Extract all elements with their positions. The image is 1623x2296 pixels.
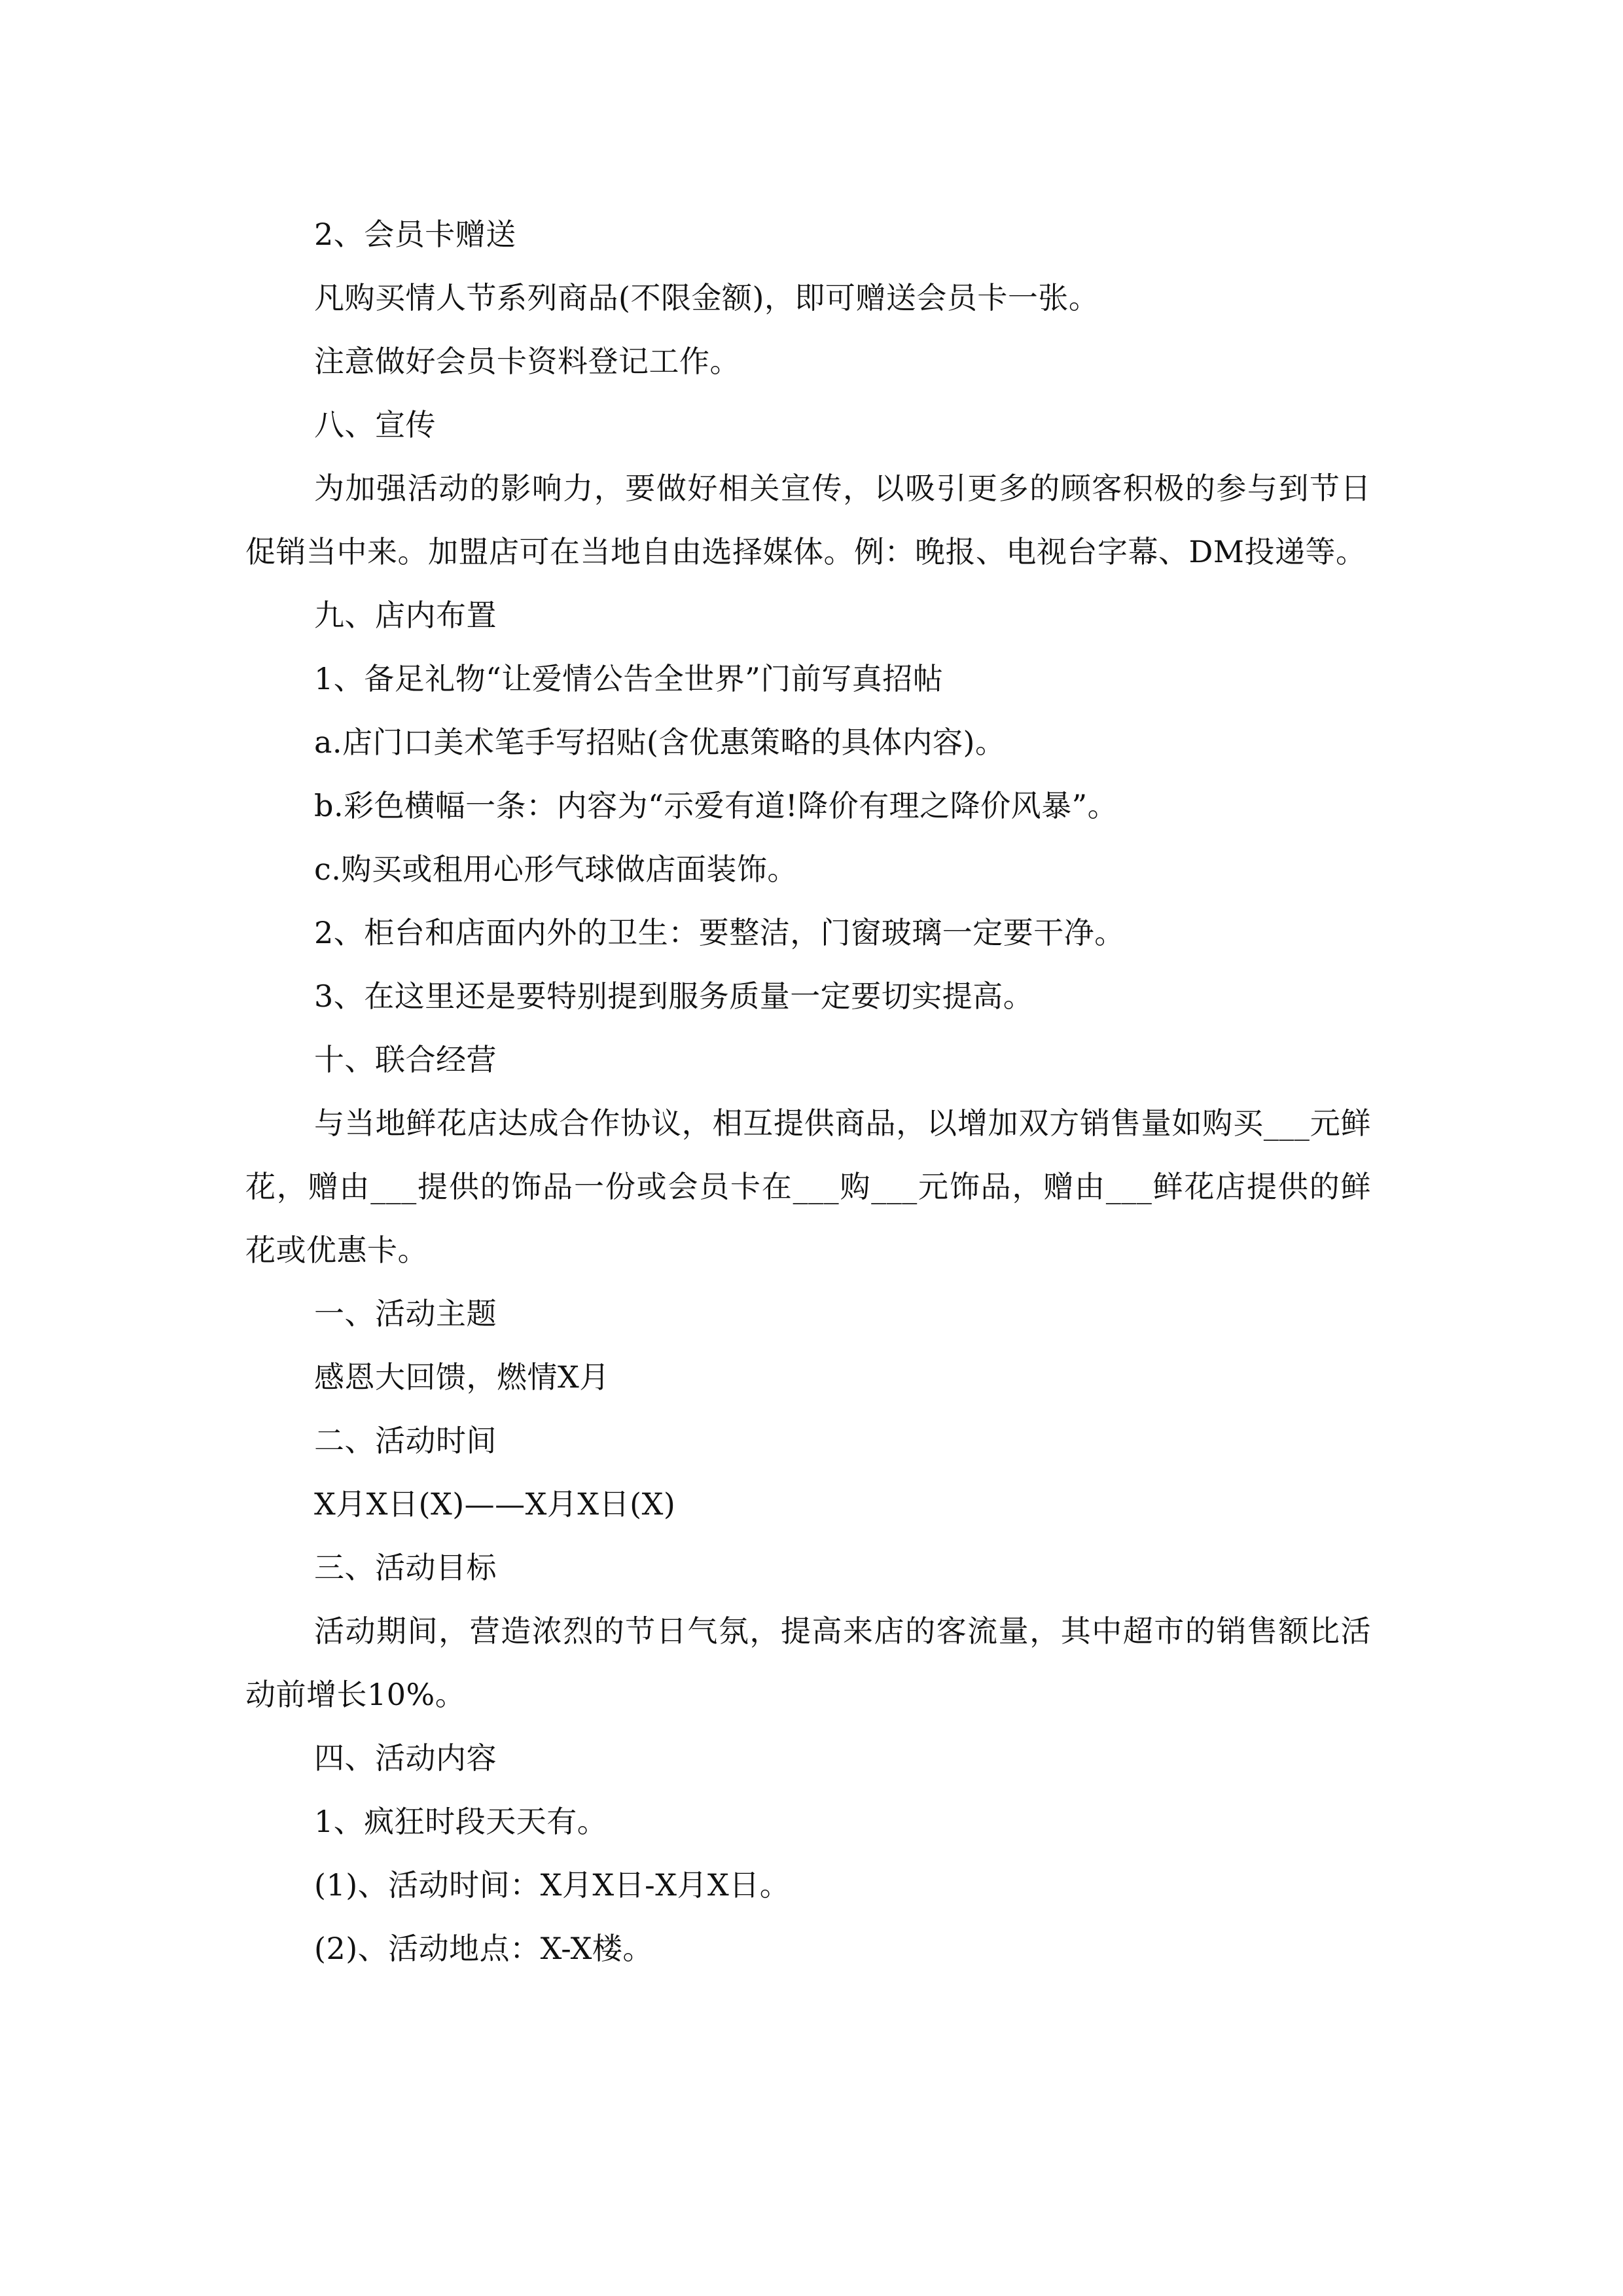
paragraph: (2)、活动地点：X-X楼。 xyxy=(314,1931,653,1966)
section-heading: 二、活动时间 xyxy=(314,1423,497,1458)
paragraph: 为加强活动的影响力，要做好相关宣传，以吸引更多的顾客积极的参与到节日促销当中来。加盟店可在当地自由选择媒体。例：晚报、电视台字幕、DM投递等。 xyxy=(245,471,1371,569)
paragraph: 1、疯狂时段天天有。 xyxy=(314,1804,608,1839)
paragraph: (1)、活动时间：X月X日-X月X日。 xyxy=(314,1867,791,1903)
paragraph: 与当地鲜花店达成合作协议，相互提供商品，以增加双方销售量如购买___元鲜花，赠由___提供的饰品一份或会员卡在___购___元饰品，赠由___鲜花店提供的鲜花或优惠卡。 xyxy=(245,1105,1371,1268)
paragraph: 3、在这里还是要特别提到服务质量一定要切实提高。 xyxy=(314,978,1034,1014)
section-heading: 三、活动目标 xyxy=(314,1550,497,1585)
section-heading: 四、活动内容 xyxy=(314,1740,497,1776)
paragraph: 凡购买情人节系列商品(不限金额)，即可赠送会员卡一张。 xyxy=(314,280,1099,315)
section-heading: 九、店内布置 xyxy=(314,598,497,633)
paragraph: b.彩色横幅一条：内容为“示爱有道!降价有理之降价风暴”。 xyxy=(314,788,1118,823)
paragraph: 活动期间，营造浓烈的节日气氛，提高来店的客流量，其中超市的销售额比活动前增长10%。 xyxy=(245,1613,1371,1712)
paragraph: 1、备足礼物“让爱情公告全世界”门前写真招帖 xyxy=(314,661,944,696)
section-heading: 十、联合经营 xyxy=(314,1042,497,1077)
document-body xyxy=(245,203,1371,1981)
paragraph: 注意做好会员卡资料登记工作。 xyxy=(314,344,740,379)
paragraph: 2、会员卡赠送 xyxy=(314,217,516,252)
paragraph: a.店门口美术笔手写招贴(含优惠策略的具体内容)。 xyxy=(314,725,1006,760)
paragraph: c.购买或租用心形气球做店面装饰。 xyxy=(314,852,798,887)
paragraph: 2、柜台和店面内外的卫生：要整洁，门窗玻璃一定要干净。 xyxy=(314,915,1125,950)
paragraph: 感恩大回馈，燃情X月 xyxy=(314,1359,610,1395)
paragraph: X月X日(X)——X月X日(X) xyxy=(314,1486,676,1522)
section-heading: 一、活动主题 xyxy=(314,1296,497,1331)
section-heading: 八、宣传 xyxy=(314,407,436,442)
